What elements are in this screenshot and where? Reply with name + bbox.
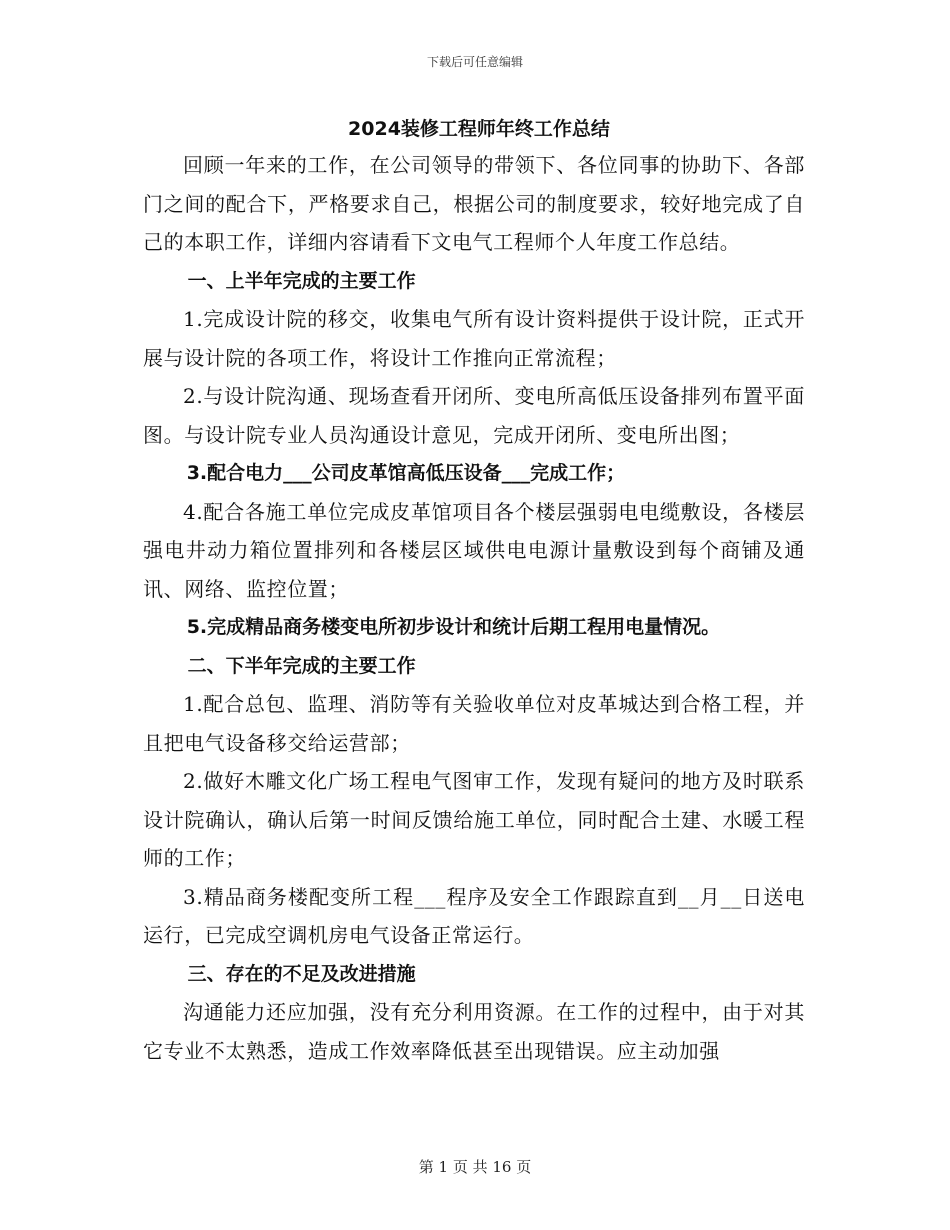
section1-item-4: 4.配合各施工单位完成皮革馆项目各个楼层强弱电电缆敷设，各楼层强电井动力箱位置排列和各楼层区域供电电源计量敷设到每个商铺及通讯、网络、监控位置； [143,499,805,601]
section3-paragraph-1: 沟通能力还应加强，没有充分利用资源。在工作的过程中，由于对其它专业不太熟悉，造成工作效率降低甚至出现错误。应主动加强 [143,1000,805,1063]
section1-item-5: 5.完成精品商务楼变电所初步设计和统计后期工程用电量情况。 [186,616,721,638]
intro-paragraph: 回顾一年来的工作，在公司领导的带领下、各位同事的协助下、各部门之间的配合下，严格要求自己，根据公司的制度要求，较好地完成了自己的本职工作，详细内容请看下文电气工程师个人年度工作总结。 [143,153,805,254]
section1-item-2: 2.与设计院沟通、现场查看开闭所、变电所高低压设备排列布置平面图。与设计院专业人员沟通设计意见，完成开闭所、变电所出图； [143,384,805,447]
section2-item-1: 1.配合总包、监理、消防等有关验收单位对皮革城达到合格工程，并且把电气设备移交给运营部； [143,692,805,755]
document-title: 2024装修工程师年终工作总结 [348,118,610,140]
section2-item-2: 2.做好木雕文化广场工程电气图审工作，发现有疑问的地方及时联系设计院确认，确认后第一时间反馈给施工单位，同时配合土建、水暖工程师的工作； [143,769,805,870]
section2-item-3: 3.精品商务楼配变所工程___程序及安全工作跟踪直到__月__日送电运行，已完成空调机房电气设备正常运行。 [143,884,805,947]
page-header-note: 下载后可任意编辑 [426,55,523,69]
section-heading-3: 三、存在的不足及改进措施 [187,962,416,985]
section-heading-2: 二、下半年完成的主要工作 [187,654,416,677]
section1-item-1: 1.完成设计院的移交，收集电气所有设计资料提供于设计院，正式开展与设计院的各项工作，将设计工作推向正常流程； [143,307,805,370]
section1-item-3: 3.配合电力___公司皮革馆高低压设备___完成工作； [186,462,626,484]
section-heading-1: 一、上半年完成的主要工作 [187,269,416,292]
page-footer-pagination: 第 1 页 共 16 页 [418,1158,532,1176]
document-body [143,112,805,1070]
